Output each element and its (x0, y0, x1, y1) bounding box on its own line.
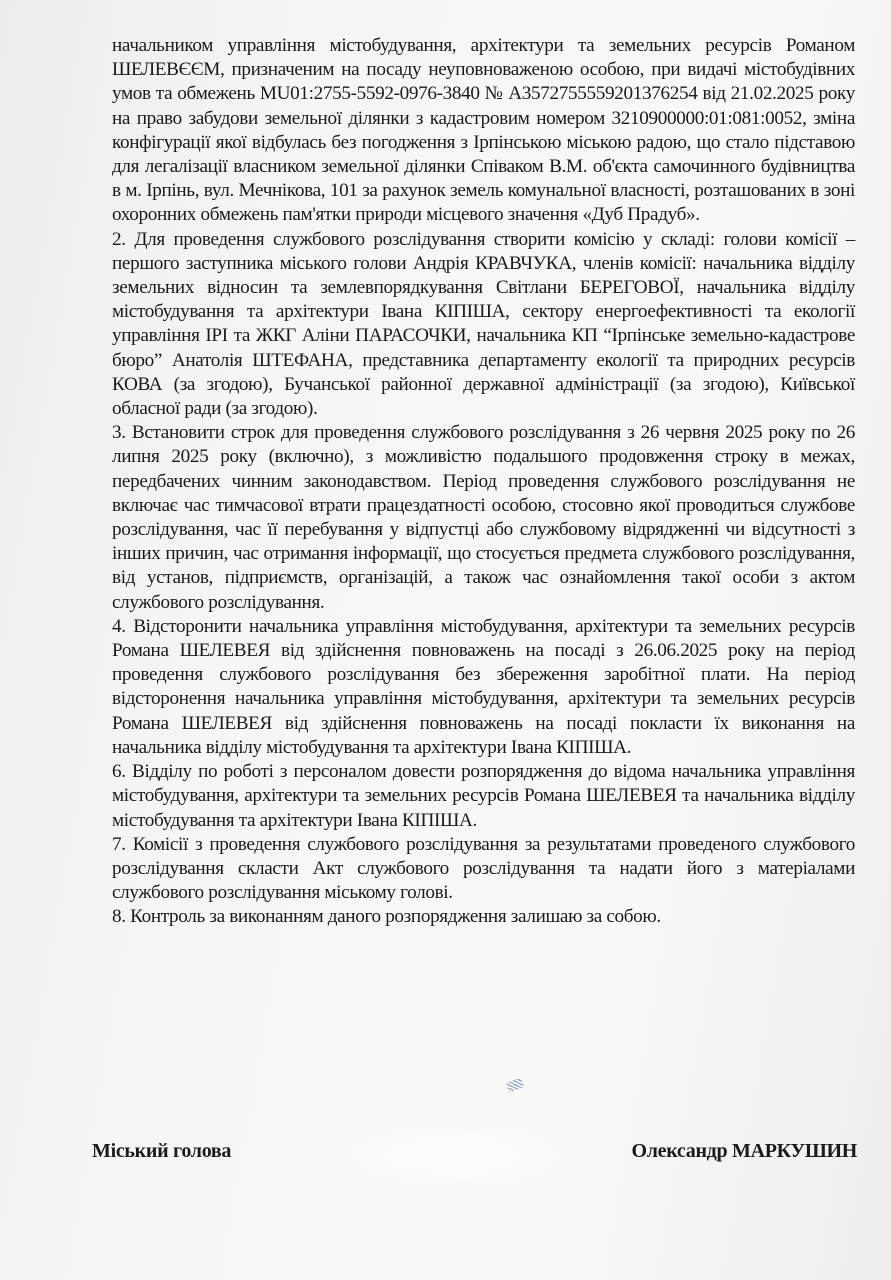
paragraph-7-act: 7. Комісії з проведення службового розслідування за результатами проведеного службового розслідування скласти Акт службового розслідування та надати його з матеріалами службового розслідування міському голові. (112, 833, 855, 904)
paragraph-2-commission: 2. Для проведення службового розслідування створити комісію у складі: голови комісії – першого заступника міського голови Андрія КРАВЧУКА, членів комісії: начальника відділу земельних відносин та землевпорядкування Світлани БЕРЕГОВОЇ, начальника відділу містобудування та архітектури Івана КІПІША, сектору енергоефективності та екології управління ІРІ та ЖКГ Аліни ПАРАСОЧКИ, начальника КП “Ірпінське земельно-кадастрове бюро” Анатолія ШТЕФАНА, представника департаменту екології та природних ресурсів КОВА (за згодою), Бучанської районної державної адміністрації (за згодою), Київської обласної ради (за згодою). (112, 228, 855, 420)
paragraph-4-suspension: 4. Відсторонити начальника управління містобудування, архітектури та земельних ресурсів Романа ШЕЛЕВЕЯ від здійснення повноважень на посаді з 26.06.2025 року на період проведення службового розслідування без збереження заробітної плати. На період відсторонення начальника управління містобудування, архітектури та земельних ресурсів Романа ШЕЛЕВЕЯ від здійснення повноважень на посаді покласти їх виконання на начальника відділу містобудування та архітектури Івана КІПІША. (112, 615, 855, 758)
signatory-title: Міський голова (92, 1140, 232, 1162)
paragraph-3-term: 3. Встановити строк для проведення службового розслідування з 26 червня 2025 року по 26 липня 2025 року (включно), з можливістю подальшого продовження строку в межах, передбачених чинним законодавством. Період проведення службового розслідування не включає час тимчасової втрати працездатності особою, стосовно якої проводиться службове розслідування, час її перебування у відпустці або службовому відрядженні чи відсутності з інших причин, час отримання інформації, що стосується предмета службового розслідування, від установ, підприємств, організацій, а також час ознайомлення такої особи з актом службового розслідування. (112, 422, 855, 613)
redacted-signature-area (290, 1110, 590, 1200)
stamp-ink-mark (506, 1078, 524, 1093)
paragraph-1-continuation: начальником управління містобудування, архітектури та земельних ресурсів Романом ШЕЛЕВЄЄМ, призначеним на посаду неуповноваженою особою, при видачі містобудівних умов та обмежень MU01:2755-5592-0976-3840 № А3572755559201376254 від 21.02.2025 року на право забудови земельної ділянки з кадастровим номером 3210900000:01:081:0052, зміна конфігурації якої відбулась без погодження з Ірпінською міською радою, що стало підставою для легалізації власником земельної ділянки Співаком В.М. об'єкта самочинного будівництва в м. Ірпінь, вул. Мечнікова, 101 за рахунок земель комунальної власності, розташованих в зоні охоронних обмежень пам'ятки природи місцевого значення «Дуб Прадуб». (112, 35, 855, 226)
paragraph-8-control: 8. Контроль за виконанням даного розпорядження залишаю за собою. (112, 906, 661, 928)
paragraph-6-personnel: 6. Відділу по роботі з персоналом довести розпорядження до відома начальника управління містобудування, архітектури та земельних ресурсів Романа ШЕЛЕВЕЯ та начальника відділу містобудування та архітектури Івана КІПІША. (112, 761, 855, 831)
signatory-name: Олександр МАРКУШИН (631, 1140, 857, 1162)
document-body (112, 34, 855, 930)
